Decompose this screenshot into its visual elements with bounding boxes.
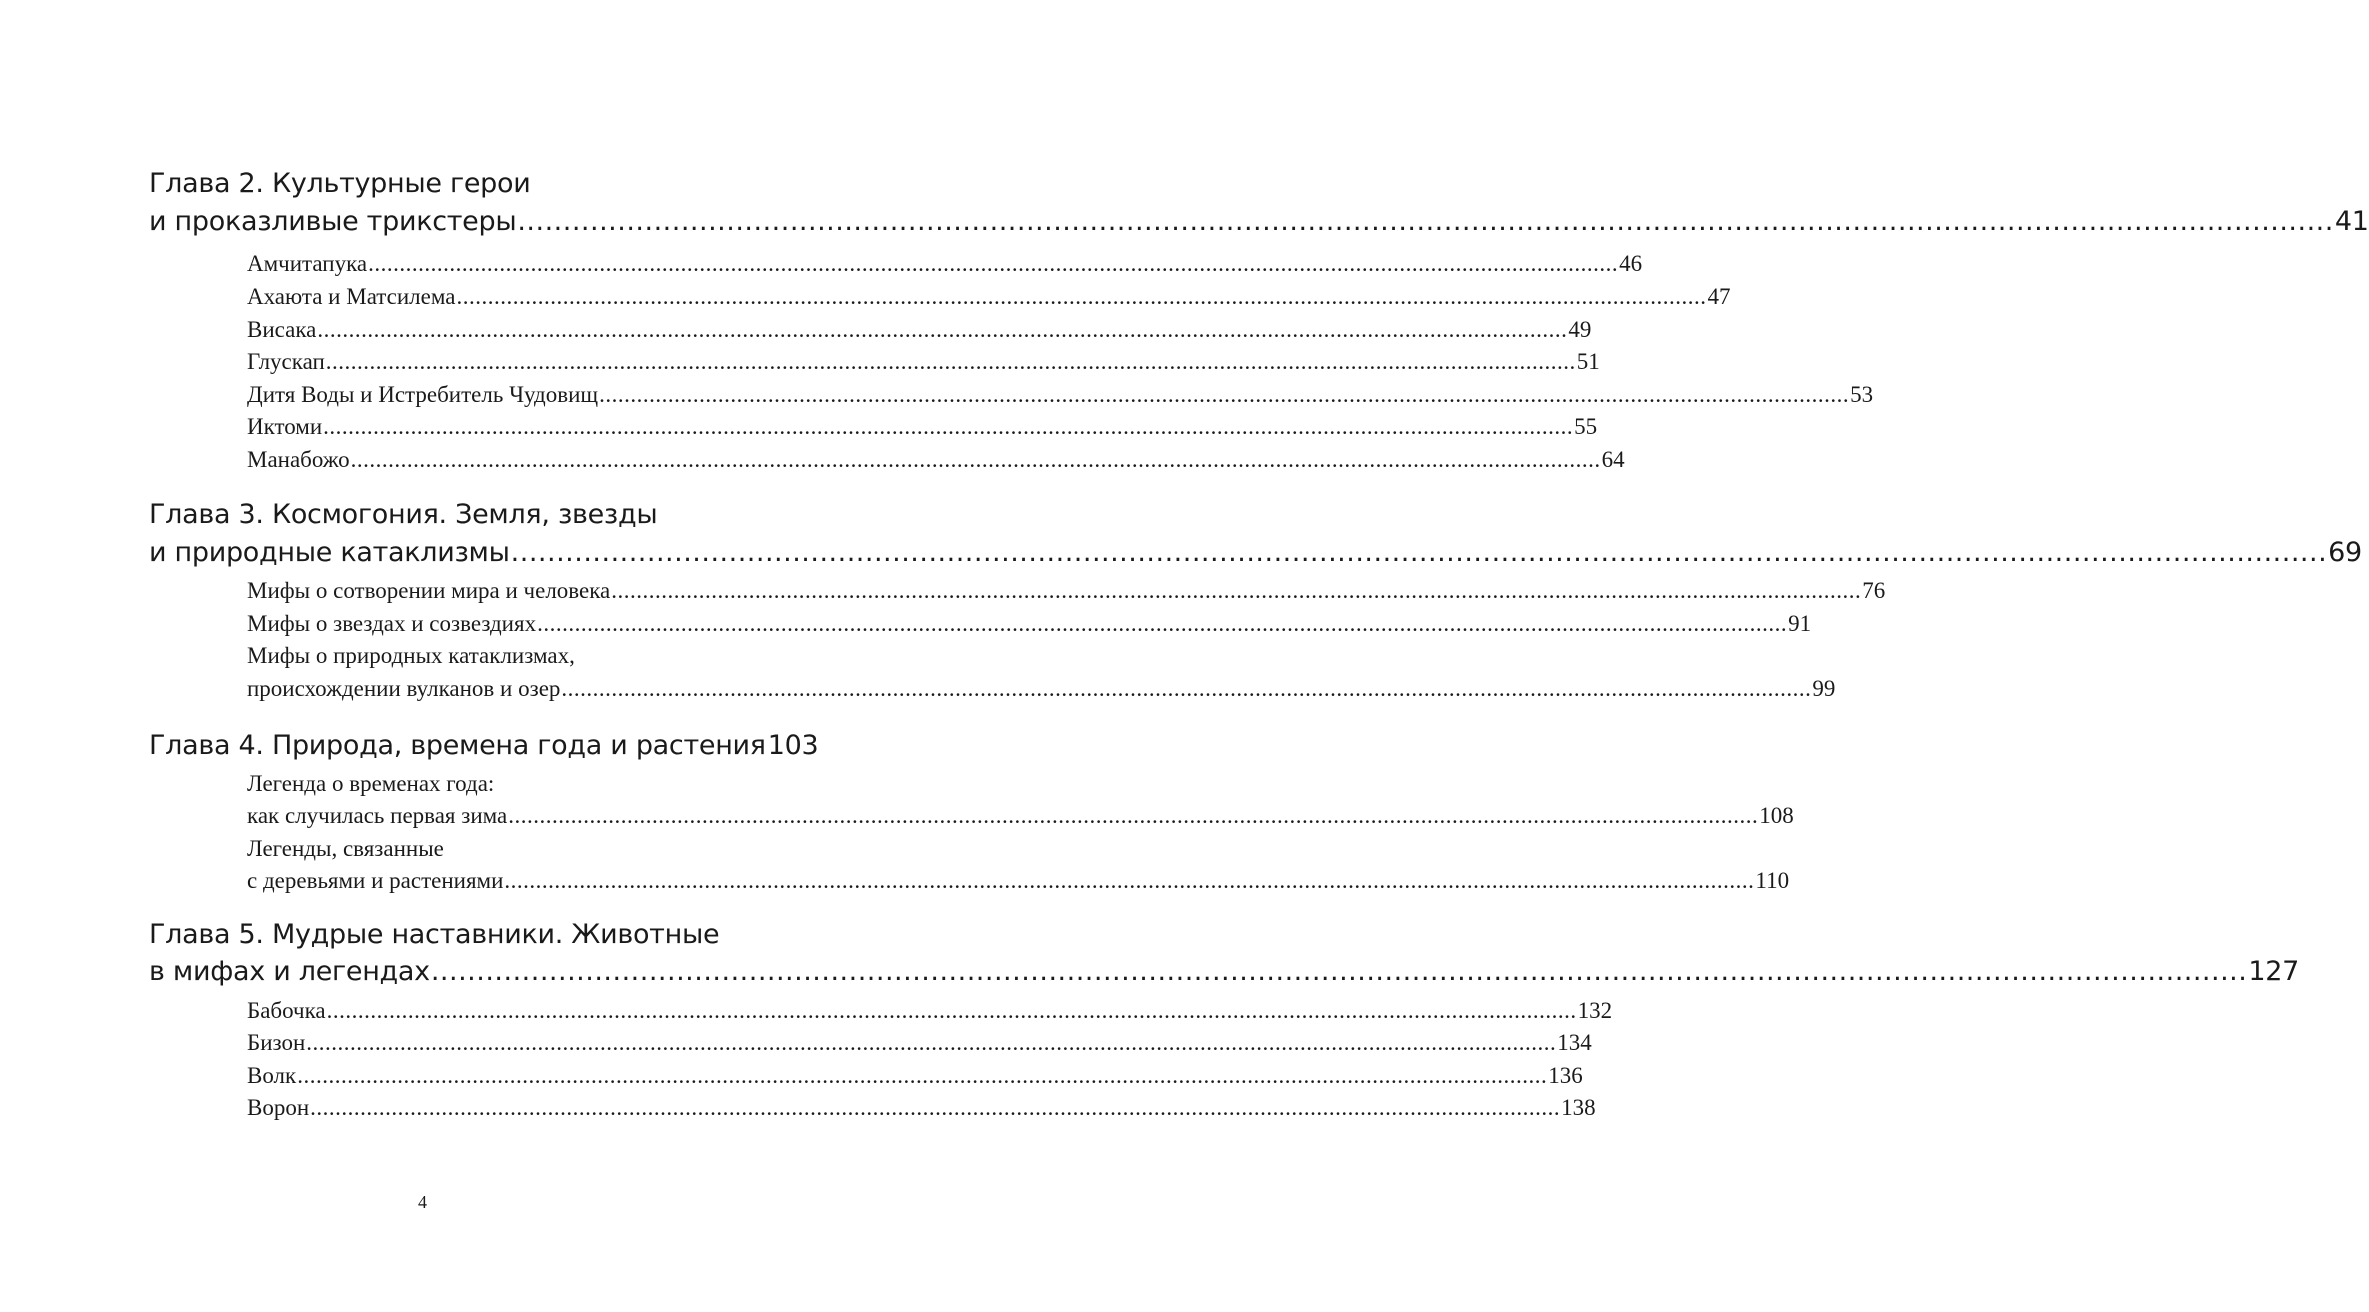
toc-entry[interactable] [247,251,1643,277]
toc-entry[interactable] [247,578,1886,604]
dot-leader: ........................................................................................................................................................................................................ [306,1030,1557,1055]
toc-entry[interactable] [247,382,1874,408]
entry-title: Мифы о природных катаклизмах, [247,643,575,668]
dot-leader: ........................................................................................................................................................................................................ [561,676,1812,701]
chapter-title: в мифах и легендах [149,956,430,987]
chapter-entry[interactable] [149,206,2369,237]
toc-entry[interactable] [247,1030,1592,1056]
toc-entry[interactable] [247,611,1812,637]
toc-entry[interactable] [247,1063,1583,1089]
entry-title: Висака [247,317,317,342]
chapter-title: Глава 2. Культурные герои [149,168,531,199]
dot-leader: ........................................................................................................................................................................................................ [456,284,1707,309]
page-ref: 76 [1862,578,1886,603]
entry-title: Бизон [247,1030,306,1055]
dot-leader: ........................................................................................................................................................................................................ [297,1063,1548,1088]
dot-leader: ........................................................................................................................................................................................................ [350,447,1601,472]
chapter-title: и проказливые трикстеры [149,206,517,237]
dot-leader: ........................................................................................................................................................................................................ [517,206,2334,237]
dot-leader: ........................................................................................................................................................................................................ [430,956,2248,987]
dot-leader: ........................................................................................................................................................................................................ [537,611,1788,636]
dot-leader: ........................................................................................................................................................................................................ [310,1095,1561,1120]
dot-leader: ........................................................................................................................................................................................................ [326,998,1577,1023]
page-ref: 53 [1850,382,1874,407]
entry-title: Легенды, связанные [247,836,444,861]
chapter-title: Глава 4. Природа, времена года и растения [149,730,766,761]
chapter-entry[interactable] [149,537,2362,568]
toc-entry[interactable] [247,284,1731,310]
page-ref: 55 [1574,414,1598,439]
page-ref: 136 [1548,1063,1583,1088]
toc-entry[interactable] [247,317,1592,343]
entry-title: Дитя Воды и Истребитель Чудовищ [247,382,599,407]
toc-entry[interactable] [247,414,1598,440]
entry-title: Иктоми [247,414,323,439]
toc-entry[interactable] [247,676,1836,702]
page-ref: 138 [1561,1095,1596,1120]
entry-title: происхождении вулканов и озер [247,676,561,701]
toc-entry[interactable] [247,1095,1596,1121]
entry-title: Мифы о сотворении мира и человека [247,578,611,603]
page-ref: 91 [1788,611,1812,636]
toc-entry[interactable] [247,349,1600,375]
page-ref: 49 [1568,317,1592,342]
entry-title: Манабожо [247,447,350,472]
dot-leader: ........................................................................................................................................................................................................ [317,317,1568,342]
page-ref: 41 [2334,206,2369,237]
entry-title: с деревьями и растениями [247,868,504,893]
page-ref: 110 [1755,868,1790,893]
page-ref: 108 [1759,803,1794,828]
page-number: 4 [418,1192,427,1212]
dot-leader: ........................................................................................................................................................................................................ [504,868,1755,893]
chapter-entry[interactable] [149,730,819,761]
entry-title: Волк [247,1063,297,1088]
dot-leader: ........................................................................................................................................................................................................ [325,349,1576,374]
entry-title: Ворон [247,1095,310,1120]
entry-title: Легенда о временах года: [247,771,495,796]
dot-leader: ........................................................................................................................................................................................................ [510,537,2328,568]
page-ref: 127 [2248,956,2299,987]
toc-entry[interactable] [247,998,1613,1024]
entry-title: Ахаюта и Матсилема [247,284,456,309]
toc-entry[interactable] [247,803,1794,829]
page-ref: 69 [2328,537,2362,568]
page-ref: 47 [1707,284,1731,309]
page-ref: 134 [1557,1030,1592,1055]
entry-title: Бабочка [247,998,326,1023]
toc-entry[interactable] [247,868,1790,894]
dot-leader: ........................................................................................................................................................................................................ [599,382,1850,407]
chapter-title: Глава 3. Космогония. Земля, звезды [149,499,658,530]
dot-leader: ........................................................................................................................................................................................................ [323,414,1574,439]
page-ref: 64 [1601,447,1625,472]
entry-title: Глускап [247,349,325,374]
page-ref: 51 [1576,349,1600,374]
dot-leader: ........................................................................................................................................................................................................ [368,251,1619,276]
entry-title: Амчитапука [247,251,368,276]
chapter-title: и природные катаклизмы [149,537,510,568]
page-ref: 99 [1812,676,1836,701]
dot-leader: ........................................................................................................................................................................................................ [611,578,1862,603]
page-ref: 103 [767,730,819,761]
dot-leader: ........................................................................................................................................................................................................ [508,803,1759,828]
entry-title: Мифы о звездах и созвездиях [247,611,537,636]
chapter-title: Глава 5. Мудрые наставники. Животные [149,919,720,950]
page-ref: 132 [1577,998,1613,1023]
entry-title: как случилась первая зима [247,803,508,828]
toc-entry[interactable] [247,447,1625,473]
page-ref: 46 [1619,251,1643,276]
chapter-entry[interactable] [149,956,2299,987]
